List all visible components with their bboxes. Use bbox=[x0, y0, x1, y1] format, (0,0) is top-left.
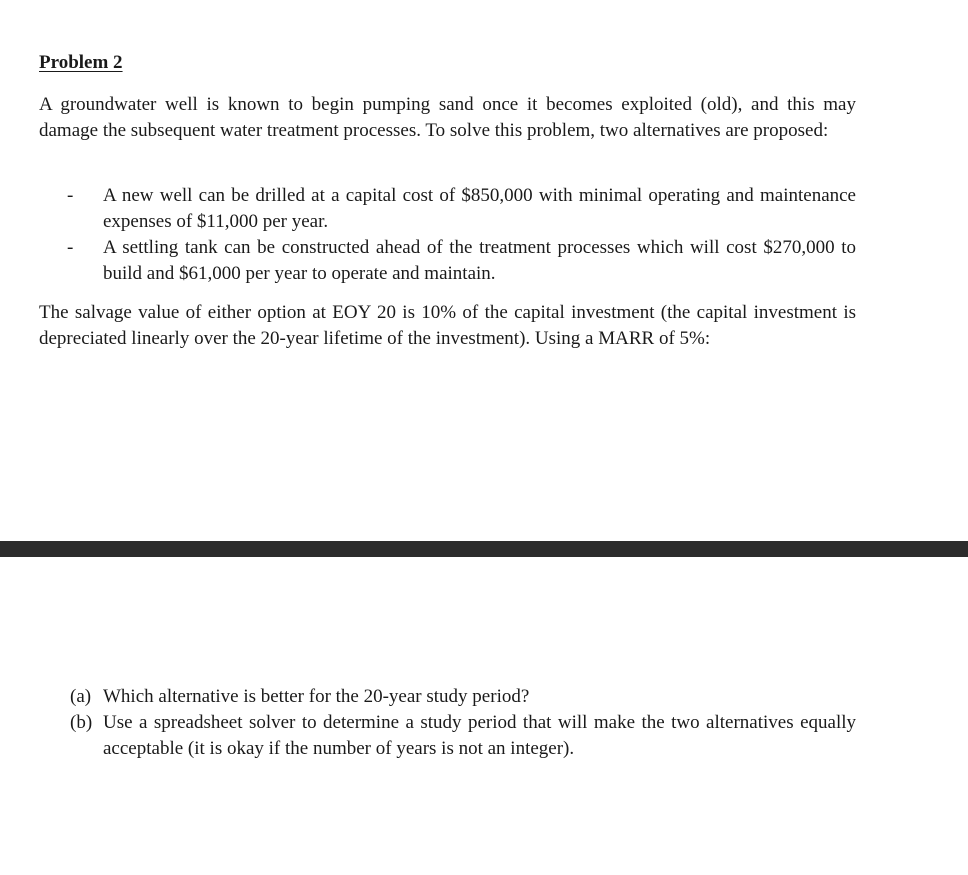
alternative-text: A new well can be drilled at a capital cost of $850,000 with minimal operating and maintenance expenses of $11,000 per year. bbox=[103, 185, 856, 232]
question-text: Use a spreadsheet solver to determine a study period that will make the two alternatives equally acceptable (it is okay if the number of years is not an integer). bbox=[103, 712, 856, 759]
question-item bbox=[70, 710, 856, 762]
question-item bbox=[70, 684, 856, 710]
problem-title: Problem 2 bbox=[39, 52, 123, 73]
section-divider bbox=[0, 541, 968, 557]
question-marker: (a) bbox=[70, 686, 92, 707]
question-text: Which alternative is better for the 20-year study period? bbox=[103, 686, 530, 707]
bullet-dash: - bbox=[67, 185, 74, 206]
questions-list bbox=[70, 684, 856, 762]
alternatives-list bbox=[39, 183, 856, 287]
problem-intro: A groundwater well is known to begin pumping sand once it becomes exploited (old), and this may damage the subsequent water treatment processes. To solve this problem, two alternatives are proposed: bbox=[39, 94, 856, 141]
alternative-item bbox=[39, 235, 856, 287]
salvage-paragraph: The salvage value of either option at EOY 20 is 10% of the capital investment (the capital investment is depreciated linearly over the 20-year lifetime of the investment). Using a MARR of 5%: bbox=[39, 302, 856, 349]
bullet-dash: - bbox=[67, 237, 74, 258]
question-marker: (b) bbox=[70, 712, 93, 733]
alternative-item bbox=[39, 183, 856, 235]
alternative-text: A settling tank can be constructed ahead of the treatment processes which will cost $270,000 to build and $61,000 per year to operate and maintain. bbox=[103, 237, 856, 284]
